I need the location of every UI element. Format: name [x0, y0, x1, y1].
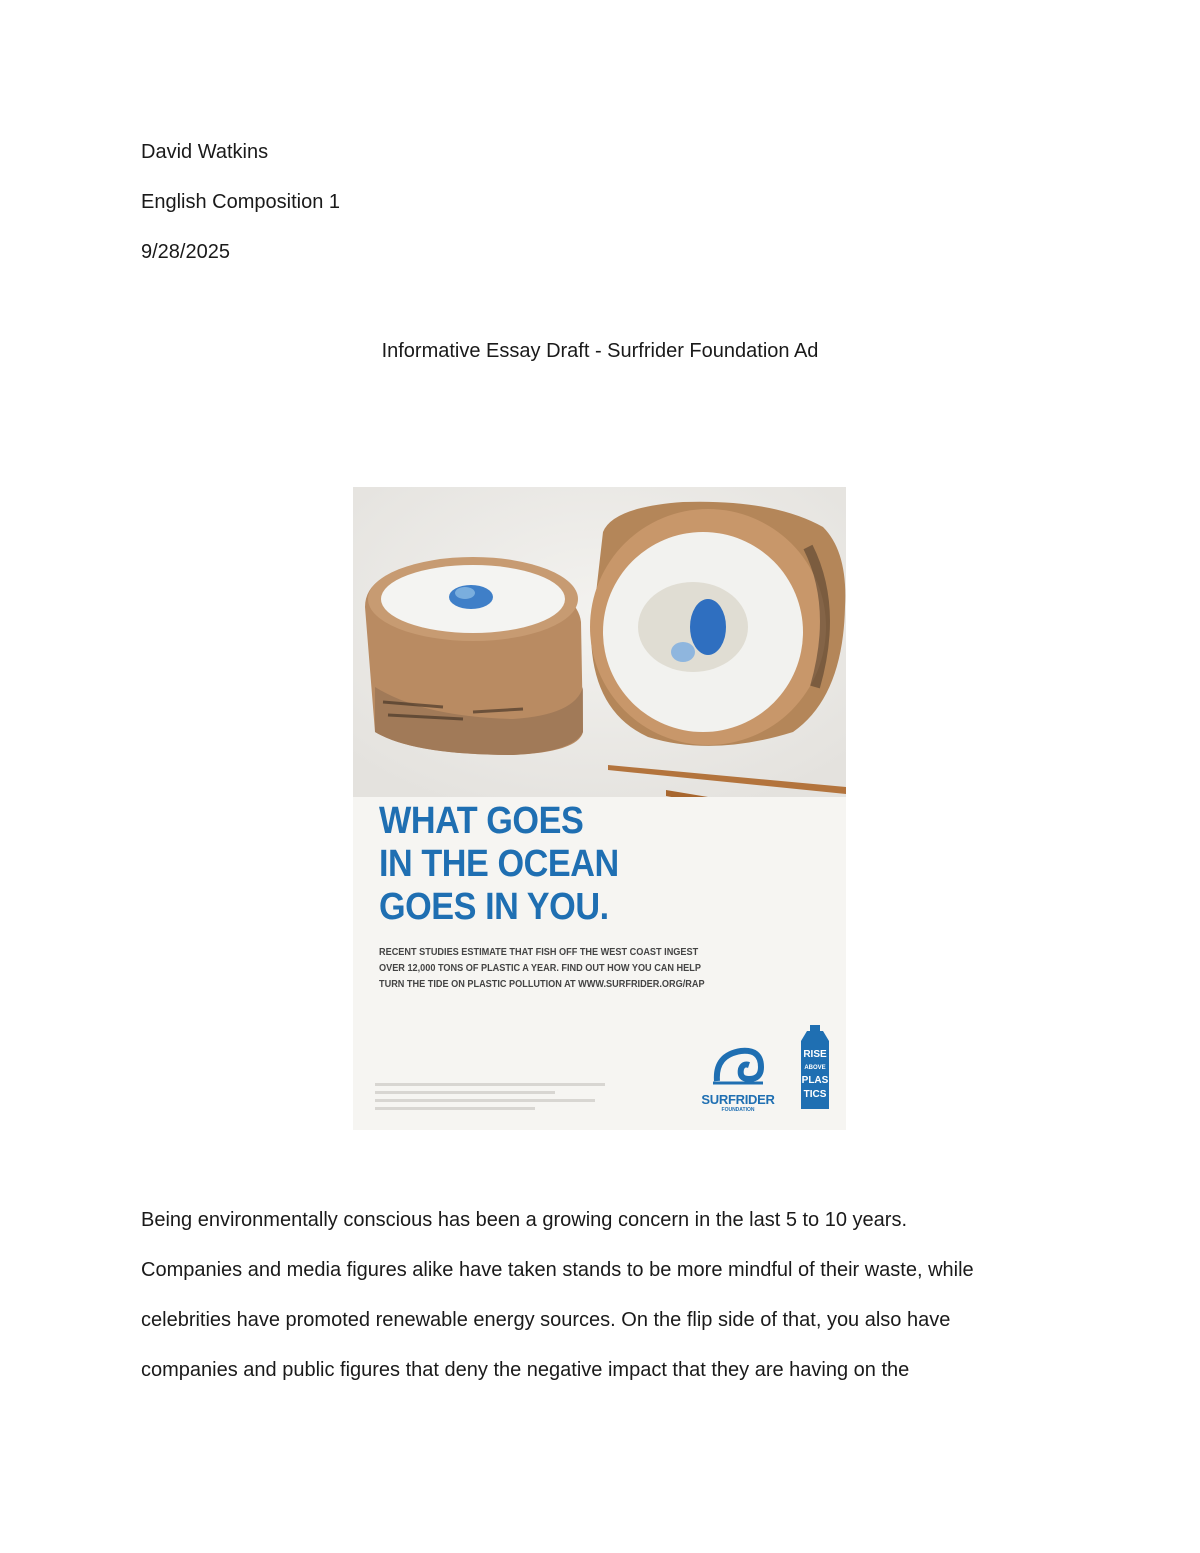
body-line: Companies and media figures alike have taken stands to be more mindful of their waste, while [141, 1259, 974, 1281]
rise-line: PLAS [801, 1075, 829, 1086]
surfrider-ad-image [353, 487, 846, 1130]
right-sushi-roll [590, 502, 845, 746]
author-name: David Watkins [141, 141, 269, 163]
rise-line: ABOVE [804, 1065, 826, 1071]
logo-sub: FOUNDATION [721, 1107, 755, 1113]
left-sushi-roll [365, 557, 583, 755]
fine-print-line: OVER 12,000 TONS OF PLASTIC A YEAR. FIND OUT HOW YOU CAN HELP [379, 963, 701, 974]
rise-line: TICS [803, 1089, 827, 1100]
essay-title: Informative Essay Draft - Surfrider Foundation Ad [381, 340, 819, 362]
headline-line: IN THE OCEAN [379, 843, 619, 885]
course-name: English Composition 1 [141, 191, 340, 213]
date: 9/28/2025 [141, 241, 230, 263]
headline-line: GOES IN YOU. [379, 886, 609, 928]
headline-line: WHAT GOES [379, 800, 584, 842]
legal-text-blur [375, 1083, 615, 1115]
logo-name: SURFRIDER [701, 1092, 775, 1107]
wave-logo-icon [711, 1045, 765, 1085]
fine-print-line: RECENT STUDIES ESTIMATE THAT FISH OFF THE WEST COAST INGEST [379, 947, 699, 958]
surfrider-logo [693, 1045, 783, 1113]
body-line: celebrities have promoted renewable energy sources. On the flip side of that, you also have [141, 1309, 951, 1331]
ad-headline [379, 800, 619, 929]
rise-line: RISE [803, 1049, 827, 1060]
fine-print-line: TURN THE TIDE ON PLASTIC POLLUTION AT WWW.SURFRIDER.ORG/RAP [379, 979, 705, 990]
sushi-photo [353, 487, 846, 797]
ad-fine-print [379, 945, 705, 993]
body-line: Being environmentally conscious has been a growing concern in the last 5 to 10 years. [141, 1209, 908, 1231]
body-line: companies and public figures that deny the negative impact that they are having on the [141, 1359, 910, 1381]
rise-above-plastics-bottle [799, 1025, 831, 1116]
